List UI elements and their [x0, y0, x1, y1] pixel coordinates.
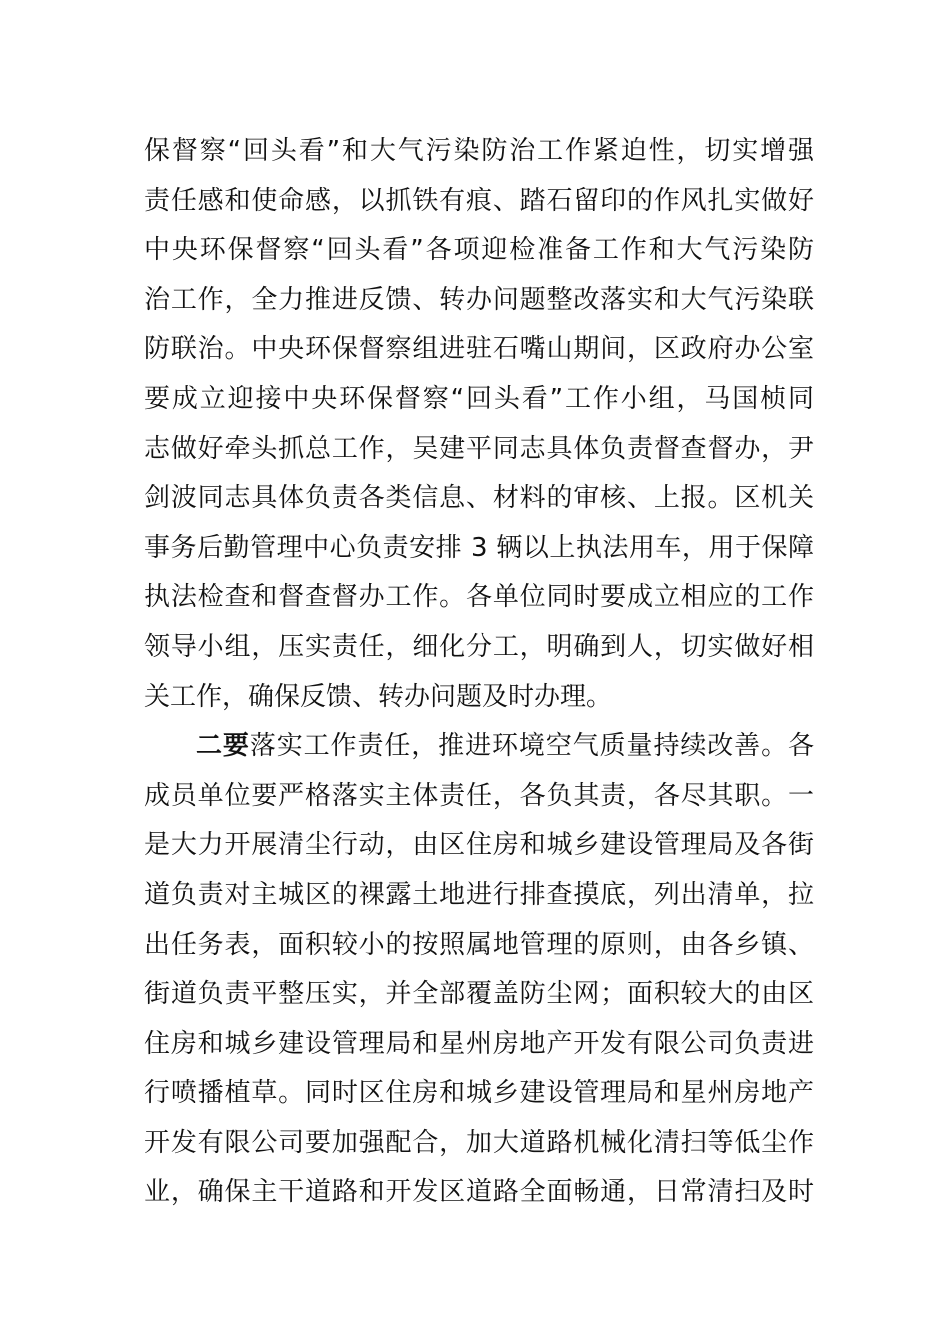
text-line: 责任感和使命感，以抓铁有痕、踏石留印的作风扎实做好	[144, 185, 814, 216]
text-line: 成员单位要严格落实主体责任，各负其责，各尽其职。一	[144, 780, 814, 811]
text-line: 关工作，确保反馈、转办问题及时办理。	[144, 681, 613, 712]
text-line: 街道负责平整压实，并全部覆盖防尘网；面积较大的由区	[144, 979, 814, 1010]
text-line: 出任务表，面积较小的按照属地管理的原则，由各乡镇、	[144, 929, 814, 960]
paragraph-lead-text: 落实工作责任，推进环境空气质量持续改善。各	[249, 731, 814, 762]
text-line: 防联治。中央环保督察组进驻石嘴山期间，区政府办公室	[144, 334, 814, 365]
text-line: 行喷播植草。同时区住房和城乡建设管理局和星州房地产	[144, 1078, 814, 1109]
text-line: 治工作，全力推进反馈、转办问题整改落实和大气污染联	[144, 284, 814, 315]
text-line: 剑波同志具体负责各类信息、材料的审核、上报。区机关	[144, 483, 814, 514]
text-line: 保督察“回头看”和大气污染防治工作紧迫性，切实增强	[144, 136, 814, 166]
text-line: 道负责对主城区的裸露土地进行排查摸底，列出清单，拉	[144, 879, 814, 910]
text-line: 事务后勤管理中心负责安排 3 辆以上执法用车，用于保障	[144, 532, 814, 563]
text-line: 住房和城乡建设管理局和星州房地产开发有限公司负责进	[144, 1028, 814, 1059]
text-line: 中央环保督察“回头看”各项迎检准备工作和大气污染防	[144, 235, 814, 266]
text-line: 业，确保主干道路和开发区道路全面畅通，日常清扫及时	[144, 1177, 814, 1208]
document-body	[144, 127, 814, 1218]
paragraph-lead-bold: 二要	[196, 731, 250, 762]
text-line: 要成立迎接中央环保督察“回头看”工作小组，马国桢同	[144, 383, 814, 414]
text-line: 志做好牵头抓总工作，吴建平同志具体负责督查督办，尹	[144, 433, 814, 464]
text-line: 是大力开展清尘行动，由区住房和城乡建设管理局及各街	[144, 830, 814, 861]
text-line: 执法检查和督查督办工作。各单位同时要成立相应的工作	[144, 582, 814, 613]
paragraph-first-line	[144, 722, 814, 772]
text-line: 领导小组，压实责任，细化分工，明确到人，切实做好相	[144, 631, 814, 662]
text-line: 开发有限公司要加强配合，加大道路机械化清扫等低尘作	[144, 1127, 814, 1158]
